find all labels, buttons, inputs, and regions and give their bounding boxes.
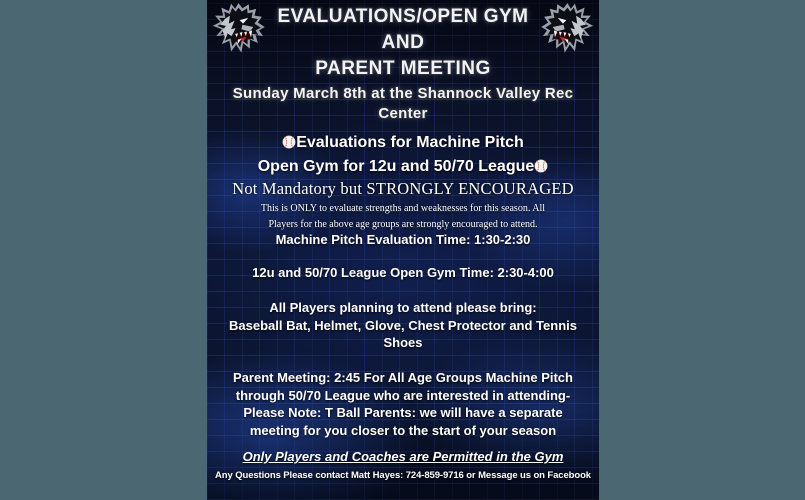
gym-access-rule: Only Players and Coaches are Permitted in the Gym xyxy=(242,449,564,464)
baseball-icon xyxy=(282,135,296,149)
headline-text-1: Evaluations for Machine Pitch xyxy=(296,134,524,151)
parent-meeting-line-4: meeting for you closer to the start of your season xyxy=(249,422,557,438)
mandatory-note: Not Mandatory but STRONGLY ENCOURAGED xyxy=(232,179,574,198)
parent-meeting-line-2: through 50/70 League who are interested in attending- xyxy=(235,387,571,403)
parent-meeting-info xyxy=(213,369,593,439)
event-date-location xyxy=(213,84,593,124)
wolf-logo-left-icon xyxy=(210,1,267,61)
headline-block xyxy=(213,131,593,178)
baseball-icon xyxy=(534,159,548,173)
title-line-3: PARENT MEETING xyxy=(315,58,491,79)
subtitle-line-1: Sunday March 8th at the Shannock Valley Rec xyxy=(232,85,574,102)
machine-pitch-time: Machine Pitch Evaluation Time: 1:30-2:30 xyxy=(275,232,531,247)
note-line-1: This is ONLY to evaluate strengths and weaknesses for this season. All xyxy=(260,203,546,214)
note-line-2: Players for the above age groups are strongly encouraged to attend. xyxy=(268,218,538,230)
headline-text-2: Open Gym for 12u and 50/70 League xyxy=(257,157,535,175)
subtitle-line-2: Center xyxy=(378,105,428,122)
contact-info: Any Questions Please contact Matt Hayes: 724-859-9716 or Message us on Facebook xyxy=(215,470,591,481)
bring-items-line-1: Baseball Bat, Helmet, Glove, Chest Protector and Tennis xyxy=(229,317,577,333)
bring-items-line-2: Shoes xyxy=(383,335,423,350)
event-flyer-poster xyxy=(207,0,599,500)
headline-machine-pitch xyxy=(213,131,593,155)
poster-title xyxy=(269,4,537,82)
open-gym-time: 12u and 50/70 League Open Gym Time: 2:30-4:00 xyxy=(252,265,554,280)
equipment-list xyxy=(213,299,593,352)
headline-open-gym xyxy=(213,155,593,179)
bring-title: All Players planning to attend please bring: xyxy=(269,300,537,315)
title-line-1: EVALUATIONS/OPEN GYM xyxy=(277,6,529,27)
parent-meeting-line-1: Parent Meeting: 2:45 For All Age Groups Machine Pitch xyxy=(233,370,573,385)
wolf-logo-right-icon xyxy=(539,1,596,61)
parent-meeting-line-3: Please Note: T Ball Parents: we will have a separate xyxy=(243,405,563,420)
evaluation-note xyxy=(213,201,593,232)
title-line-2: AND xyxy=(381,32,425,53)
